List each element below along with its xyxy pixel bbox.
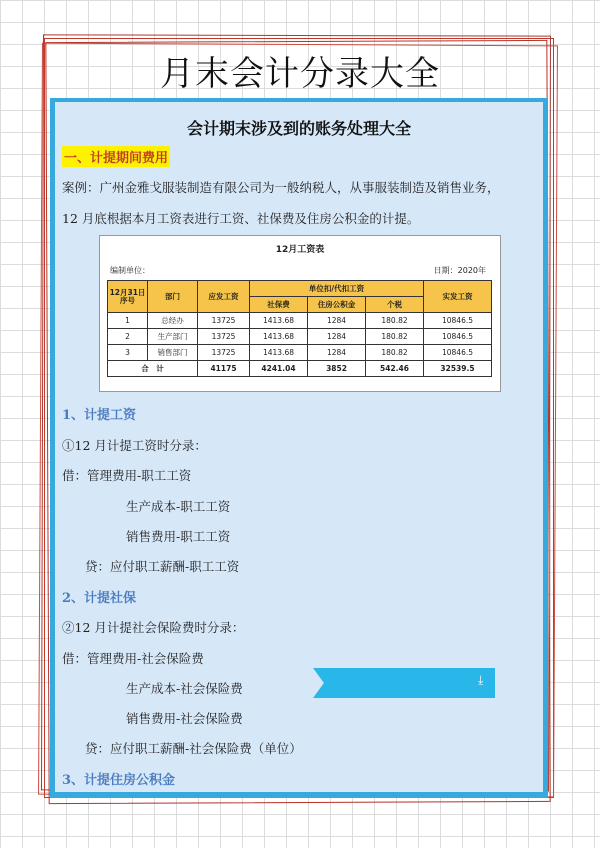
table-row bbox=[108, 329, 492, 345]
entry-debit-line: 销售费用-职工工资 bbox=[126, 529, 231, 544]
case-text: 12 月底根据本月工资表进行工资、社保费及住房公积金的计提。 bbox=[62, 211, 420, 226]
cell: 生产部门 bbox=[148, 329, 198, 345]
entry-debit-line: 生产成本-社会保险费 bbox=[126, 681, 243, 696]
table-row bbox=[108, 313, 492, 329]
cell: 3 bbox=[108, 345, 148, 361]
cell: 41175 bbox=[198, 361, 250, 377]
entry-debit-line: 生产成本-职工工资 bbox=[126, 499, 231, 514]
header-social: 社保费 bbox=[250, 297, 308, 313]
page-title: 月末会计分录大全 bbox=[160, 54, 440, 94]
cell: 180.82 bbox=[366, 329, 424, 345]
header-seq: 12月31日序号 bbox=[108, 281, 148, 313]
cell: 总经办 bbox=[148, 313, 198, 329]
salary-table-image bbox=[99, 235, 501, 392]
cell: 10846.5 bbox=[424, 345, 492, 361]
cell: 10846.5 bbox=[424, 313, 492, 329]
cell: 1413.68 bbox=[250, 313, 308, 329]
cell: 32539.5 bbox=[424, 361, 492, 377]
cell: 1284 bbox=[308, 329, 366, 345]
entry-debit-line: 销售费用-社会保险费 bbox=[126, 711, 243, 726]
header-gross: 应发工资 bbox=[198, 281, 250, 313]
case-text: 案例：广州金雅戈服装制造有限公司为一般纳税人，从事服装制造及销售业务， bbox=[62, 180, 500, 195]
entry-credit: 贷：应付职工薪酬-社会保险费（单位） bbox=[85, 741, 302, 756]
subsection-title: 1、计提工资 bbox=[62, 408, 137, 423]
document-heading: 会计期末涉及到的账务处理大全 bbox=[186, 119, 411, 138]
cell: 13725 bbox=[198, 313, 250, 329]
table-row bbox=[108, 345, 492, 361]
arrow-down-icon: ⤓ bbox=[478, 673, 484, 687]
ribbon-banner bbox=[313, 668, 495, 698]
cell: 合 计 bbox=[108, 361, 198, 377]
entry-credit: 贷：应付职工薪酬-职工工资 bbox=[85, 559, 240, 574]
entry-intro: ②12 月计提社会保险费时分录： bbox=[62, 620, 245, 635]
cell: 销售部门 bbox=[148, 345, 198, 361]
table-date: 日期：2020年 bbox=[433, 266, 486, 275]
header-tax: 个税 bbox=[366, 297, 424, 313]
cell: 1413.68 bbox=[250, 329, 308, 345]
cell: 13725 bbox=[198, 329, 250, 345]
table-total-row bbox=[108, 361, 492, 377]
table-caption: 12月工资表 bbox=[275, 245, 325, 255]
cell: 13725 bbox=[198, 345, 250, 361]
entry-debit: 借：管理费用-职工工资 bbox=[62, 468, 192, 483]
entry-debit: 借：管理费用-社会保险费 bbox=[62, 651, 204, 666]
cell: 180.82 bbox=[366, 313, 424, 329]
cell: 1284 bbox=[308, 313, 366, 329]
header-fund: 住房公积金 bbox=[308, 297, 366, 313]
header-deduct: 单位扣/代扣工资 bbox=[250, 281, 424, 297]
cell: 4241.04 bbox=[250, 361, 308, 377]
subsection-title: 2、计提社保 bbox=[62, 591, 137, 606]
subsection-title: 3、计提住房公积金 bbox=[62, 773, 176, 788]
cell: 542.46 bbox=[366, 361, 424, 377]
cell: 1413.68 bbox=[250, 345, 308, 361]
table-unit: 编制单位： bbox=[110, 266, 150, 275]
salary-table bbox=[107, 280, 492, 377]
cell: 10846.5 bbox=[424, 329, 492, 345]
cell: 180.82 bbox=[366, 345, 424, 361]
header-net: 实发工资 bbox=[424, 281, 492, 313]
entry-intro: ①12 月计提工资时分录： bbox=[62, 438, 207, 453]
section-title: 一、计提期间费用 bbox=[62, 146, 170, 167]
cell: 2 bbox=[108, 329, 148, 345]
cell: 1284 bbox=[308, 345, 366, 361]
header-dept: 部门 bbox=[148, 281, 198, 313]
cell: 3852 bbox=[308, 361, 366, 377]
cell: 1 bbox=[108, 313, 148, 329]
